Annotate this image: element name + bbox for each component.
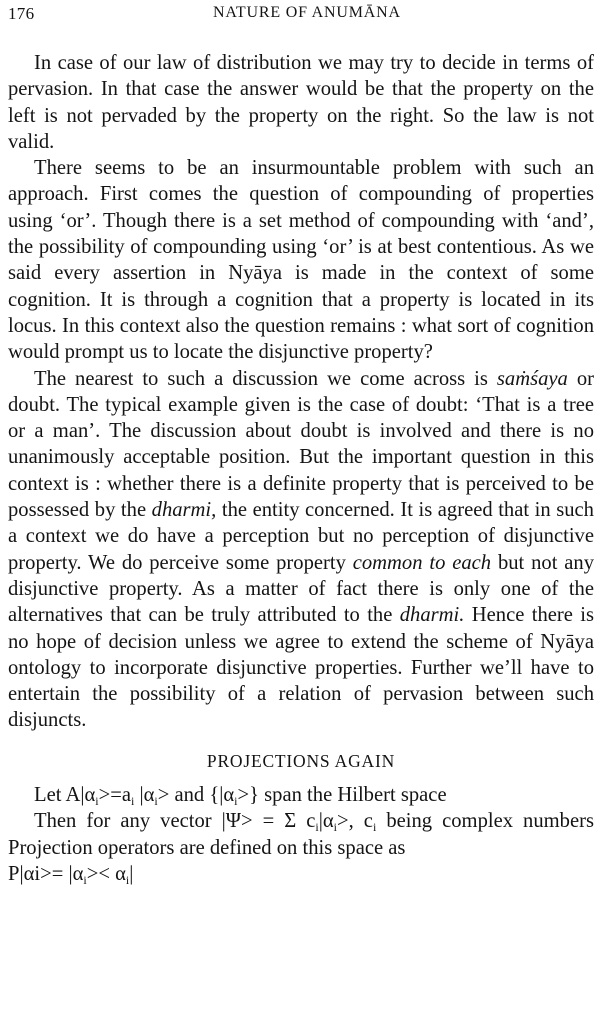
paragraph-law-of-distribution: In case of our law of distribution we may try to decide in terms of pervasion. In that case the answer would be that the property on the left is not pervaded by the property on the right. So the law is not valid. [8,52,594,153]
math-text: being complex numbers Projection operators are defined on this space as [8,810,594,859]
math-text: >, c [337,810,373,833]
subscript: i [234,794,238,809]
math-line-vector [8,808,594,861]
subscript: i [154,794,158,809]
emphasis-common-to-each: common to each [352,551,492,574]
page-header [8,4,592,30]
subscript: i [83,872,87,887]
math-text: P|αi>= |α [8,862,84,885]
paragraph-insurmountable-problem: There seems to be an insurmountable problem with such an approach. First comes the question of compounding of properties using ‘or’. Though there is a set method of compounding with ‘and’, the possibility of compounding using ‘or’ is at best contentious. As we said every assertion in Nyāya is made in the context of some cognition. It is through a cognition that a property is located in its locus. In this context also the question remains : what sort of cognition would prompt us to locate the disjunctive property? [8,157,594,364]
math-text: >< α [86,862,126,885]
math-text: | [129,862,134,885]
subscript: i [130,794,135,809]
subscript: i [95,794,99,809]
math-text: >=a [98,784,131,807]
term-samsaya: saṁśaya [496,367,568,390]
math-text: > and {|α [157,784,235,807]
text-run: The nearest to such a discussion we come across is [34,367,497,390]
term-dharmi: dharmi. [399,604,465,627]
page-body [8,50,594,887]
running-title: NATURE OF ANUMĀNA [213,4,401,21]
math-text: >} span the Hilbert space [237,784,447,807]
math-text: |Ψ> = Σ c [221,810,316,833]
section-heading: PROJECTIONS AGAIN [206,750,396,771]
math-text: |α [318,810,334,833]
text-run: or doubt. The typical example given is the case of doubt: ‘That is a tree or a man’. The discussion about doubt is involved and there is no unanimously acceptable position. But the important question in this context is : whether there is a definite property that is perceived to be possessed by the [8,367,594,522]
text-run: the entity concerned. It is agreed that in such a context we do have a perception but no perception of disjunctive property. We do perceive some property [8,499,594,574]
math-line-eigenvalue [8,782,594,808]
math-text: Then for any vector [34,810,222,833]
subscript: i [315,820,319,835]
math-text: |α [134,784,155,807]
subscript: i [333,820,338,835]
text-run: but not any disjunctive property. As a matter of fact there is only one of the alternatives that can be truly attributed to the [8,551,594,627]
page-number: 176 [8,4,35,23]
term-dharmi: dharmi, [151,499,217,522]
paragraph-samsaya-doubt [8,366,594,734]
subscript: i [372,820,377,835]
math-line-projection [8,861,594,887]
subscript: i [125,872,130,887]
text-run: Hence there is no hope of decision unless we agree to extend the scheme of Nyāya ontology to incorporate disjunctive properties. Further we’ll have to entertain the possibility of a relation of pervasion between such disjuncts. [8,604,594,732]
math-text: Let A|α [34,784,96,807]
